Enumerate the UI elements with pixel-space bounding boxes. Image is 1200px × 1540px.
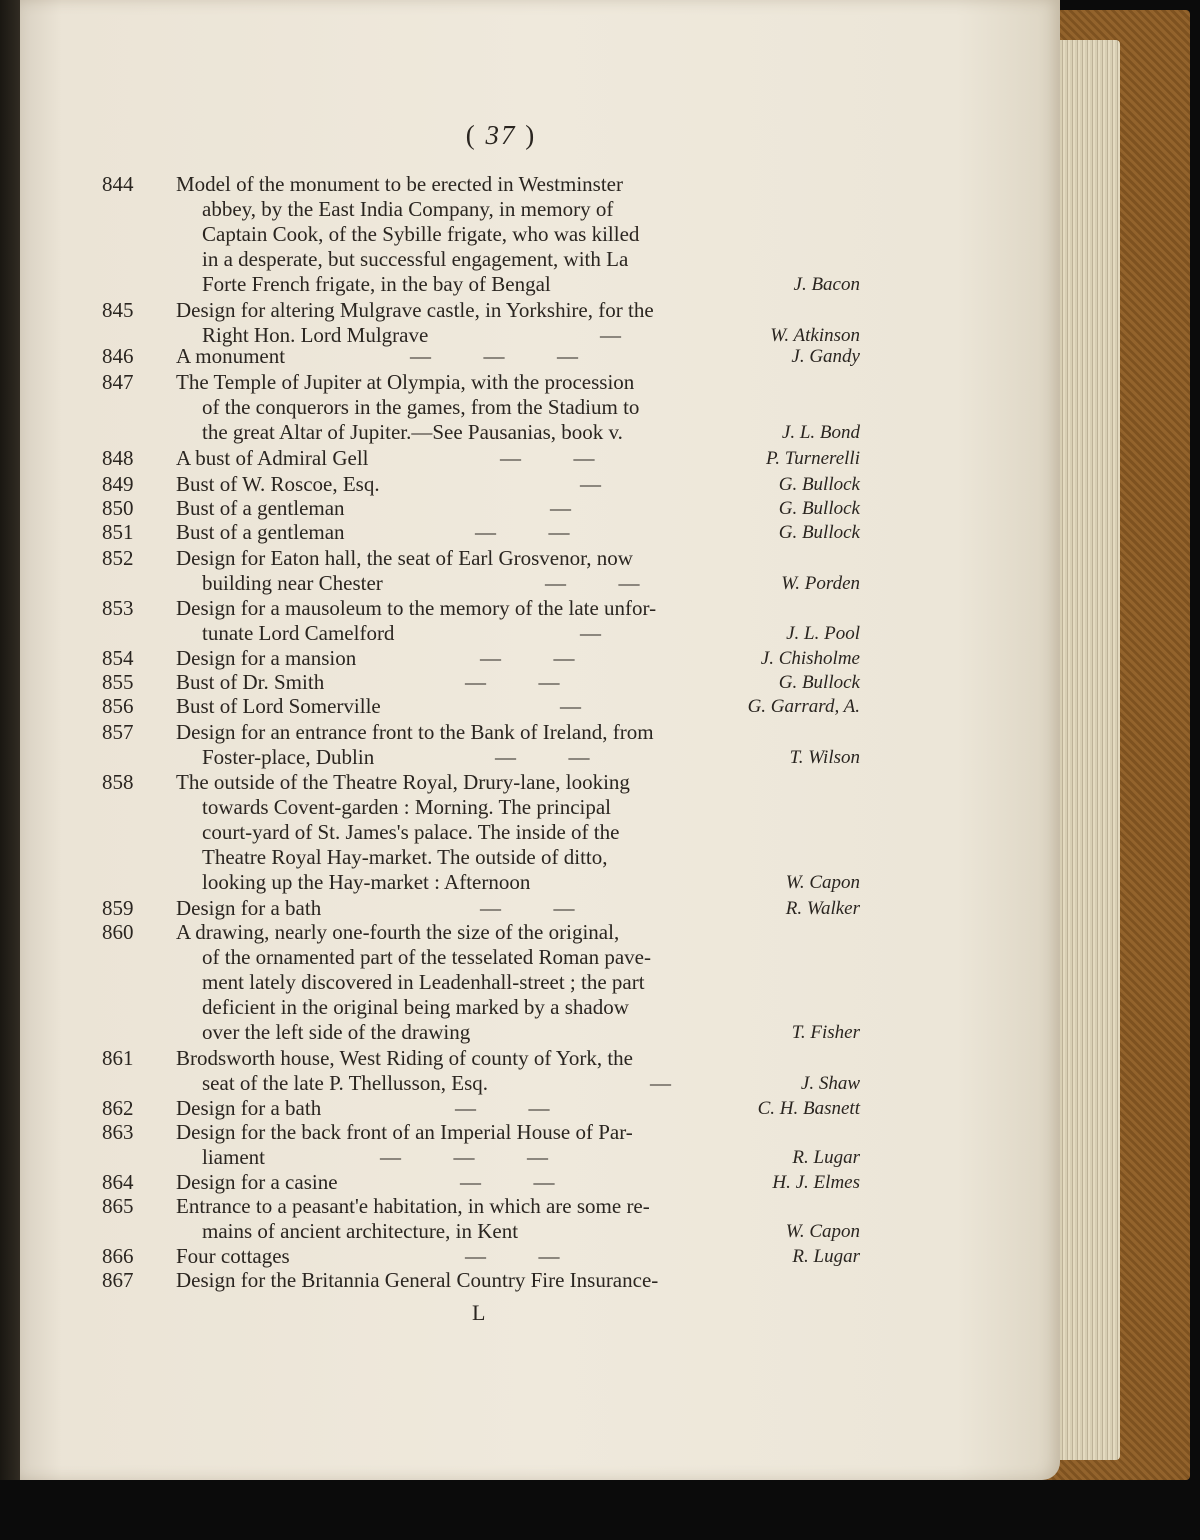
artist-name: J. Gandy xyxy=(791,346,860,367)
entry-text-line: Design for a bath xyxy=(176,1096,322,1120)
artist-name: T. Wilson xyxy=(789,747,860,768)
entry-text-line: court-yard of St. James's palace. The inside of the xyxy=(202,820,620,844)
page-number xyxy=(456,120,546,151)
entry-text-line: Design for the Britannia General Country Fire Insurance- xyxy=(176,1268,659,1292)
artist-name: H. J. Elmes xyxy=(772,1172,860,1193)
artist-name: R. Lugar xyxy=(792,1147,860,1168)
entry-text-line: abbey, by the East India Company, in memory of xyxy=(202,197,614,221)
leader-dashes: — — xyxy=(480,896,575,920)
entry-text-line: Design for a casine xyxy=(176,1170,338,1194)
entry-text-line: A monument xyxy=(176,344,286,368)
entry-number: 855 xyxy=(102,670,134,694)
entry-text-line: The outside of the Theatre Royal, Drury-lane, looking xyxy=(176,770,630,794)
entry-number: 866 xyxy=(102,1244,134,1268)
leader-dashes: — — xyxy=(480,646,575,670)
folio-open: ( xyxy=(465,120,477,150)
entry-text-line: deficient in the original being marked by a shadow xyxy=(202,995,629,1019)
entry-number: 858 xyxy=(102,770,134,794)
leader-dashes: — — xyxy=(460,1170,555,1194)
artist-name: R. Walker xyxy=(785,898,860,919)
entry-text-line: Design for a mausoleum to the memory of the late unfor- xyxy=(176,596,657,620)
entry-text-line: towards Covent-garden : Morning. The principal xyxy=(202,795,612,819)
artist-name: J. L. Pool xyxy=(786,623,860,644)
leader-dashes: — xyxy=(580,621,601,645)
entry-text-line: Bust of W. Roscoe, Esq. xyxy=(176,472,380,496)
leader-dashes: — — xyxy=(500,446,595,470)
leader-dashes: — — xyxy=(465,670,560,694)
entry-text-line: Design for the back front of an Imperial House of Par- xyxy=(176,1120,633,1144)
artist-name: G. Bullock xyxy=(778,522,860,543)
entry-number: 863 xyxy=(102,1120,134,1144)
folio-close: ) xyxy=(525,120,537,150)
leader-dashes: — — xyxy=(475,520,570,544)
entry-text-line: looking up the Hay-market : Afternoon xyxy=(202,870,531,894)
entry-text-line: Bust of Lord Somerville xyxy=(176,694,381,718)
entry-text-line: Entrance to a peasant'e habitation, in which are some re- xyxy=(176,1194,650,1218)
leader-dashes: — — xyxy=(545,571,640,595)
entry-text-line: Design for a bath xyxy=(176,896,322,920)
entry-number: 859 xyxy=(102,896,134,920)
artist-name: W. Capon xyxy=(785,872,860,893)
entry-text-line: Foster-place, Dublin xyxy=(202,745,375,769)
entry-text-line: ment lately discovered in Leadenhall-street ; the part xyxy=(202,970,645,994)
entry-number: 853 xyxy=(102,596,134,620)
folio-number: 37 xyxy=(485,120,517,150)
leader-dashes: — xyxy=(600,323,621,347)
leader-dashes: — xyxy=(580,472,601,496)
artist-name: W. Atkinson xyxy=(770,325,860,346)
entry-text-line: Theatre Royal Hay-market. The outside of ditto, xyxy=(202,845,608,869)
entry-text-line: the great Altar of Jupiter.—See Pausanias, book v. xyxy=(202,420,623,444)
artist-name: C. H. Basnett xyxy=(757,1098,860,1119)
entry-text-line: Bust of Dr. Smith xyxy=(176,670,325,694)
entry-text-line: Forte French frigate, in the bay of Bengal xyxy=(202,272,551,296)
entry-number: 856 xyxy=(102,694,134,718)
entry-number: 849 xyxy=(102,472,134,496)
entry-text-line: seat of the late P. Thellusson, Esq. xyxy=(202,1071,488,1095)
leader-dashes: — — — xyxy=(380,1145,548,1169)
artist-name: J. Bacon xyxy=(793,274,860,295)
entry-text-line: A drawing, nearly one-fourth the size of the original, xyxy=(176,920,620,944)
entry-number: 851 xyxy=(102,520,134,544)
entry-text-line: Design for an entrance front to the Bank of Ireland, from xyxy=(176,720,654,744)
signature-mark: L xyxy=(472,1300,486,1325)
leader-dashes: — xyxy=(560,694,581,718)
entry-number: 845 xyxy=(102,298,134,322)
entry-text-line: Design for Eaton hall, the seat of Earl Grosvenor, now xyxy=(176,546,633,570)
artist-name: J. L. Bond xyxy=(781,422,860,443)
entry-number: 857 xyxy=(102,720,134,744)
artist-name: P. Turnerelli xyxy=(766,448,860,469)
artist-name: G. Bullock xyxy=(778,672,860,693)
leader-dashes: — — xyxy=(495,745,590,769)
entry-text-line: of the conquerors in the games, from the Stadium to xyxy=(202,395,640,419)
entry-text-line: in a desperate, but successful engagement, with La xyxy=(202,247,629,271)
entry-number: 867 xyxy=(102,1268,134,1292)
artist-name: J. Chisholme xyxy=(760,648,860,669)
entry-text-line: over the left side of the drawing xyxy=(202,1020,471,1044)
artist-name: W. Capon xyxy=(785,1221,860,1242)
artist-name: G. Bullock xyxy=(778,474,860,495)
leader-dashes: — — xyxy=(455,1096,550,1120)
entry-number: 864 xyxy=(102,1170,134,1194)
entry-text-line: The Temple of Jupiter at Olympia, with the procession xyxy=(176,370,635,394)
entry-text-line: Design for a mansion xyxy=(176,646,357,670)
leader-dashes: — — xyxy=(465,1244,560,1268)
entry-text-line: mains of ancient architecture, in Kent xyxy=(202,1219,519,1243)
entry-number: 852 xyxy=(102,546,134,570)
entry-number: 844 xyxy=(102,172,134,196)
entry-text-line: A bust of Admiral Gell xyxy=(176,446,369,470)
book-page xyxy=(20,0,1060,1480)
entry-number: 846 xyxy=(102,344,134,368)
entry-number: 865 xyxy=(102,1194,134,1218)
leader-dashes: — — — xyxy=(410,344,578,368)
artist-name: G. Garrard, A. xyxy=(747,696,860,717)
entry-text-line: Bust of a gentleman xyxy=(176,520,345,544)
artist-name: T. Fisher xyxy=(791,1022,860,1043)
entry-number: 860 xyxy=(102,920,134,944)
entry-number: 847 xyxy=(102,370,134,394)
artist-name: J. Shaw xyxy=(800,1073,860,1094)
entry-text-line: Right Hon. Lord Mulgrave xyxy=(202,323,429,347)
entry-number: 854 xyxy=(102,646,134,670)
entry-text-line: Brodsworth house, West Riding of county of York, the xyxy=(176,1046,633,1070)
entry-number: 862 xyxy=(102,1096,134,1120)
leader-dashes: — xyxy=(550,496,571,520)
entry-text-line: Bust of a gentleman xyxy=(176,496,345,520)
entry-text-line: tunate Lord Camelford xyxy=(202,621,395,645)
leader-dashes: — xyxy=(650,1071,671,1095)
entry-text-line: Captain Cook, of the Sybille frigate, who was killed xyxy=(202,222,640,246)
entry-text-line: building near Chester xyxy=(202,571,383,595)
entry-text-line: liament xyxy=(202,1145,265,1169)
artist-name: G. Bullock xyxy=(778,498,860,519)
entry-text-line: Model of the monument to be erected in Westminster xyxy=(176,172,623,196)
entry-number: 848 xyxy=(102,446,134,470)
entry-number: 850 xyxy=(102,496,134,520)
artist-name: R. Lugar xyxy=(792,1246,860,1267)
entry-text-line: of the ornamented part of the tesselated Roman pave- xyxy=(202,945,651,969)
entry-text-line: Design for altering Mulgrave castle, in Yorkshire, for the xyxy=(176,298,654,322)
artist-name: W. Porden xyxy=(781,573,860,594)
entry-text-line: Four cottages xyxy=(176,1244,290,1268)
entry-number: 861 xyxy=(102,1046,134,1070)
